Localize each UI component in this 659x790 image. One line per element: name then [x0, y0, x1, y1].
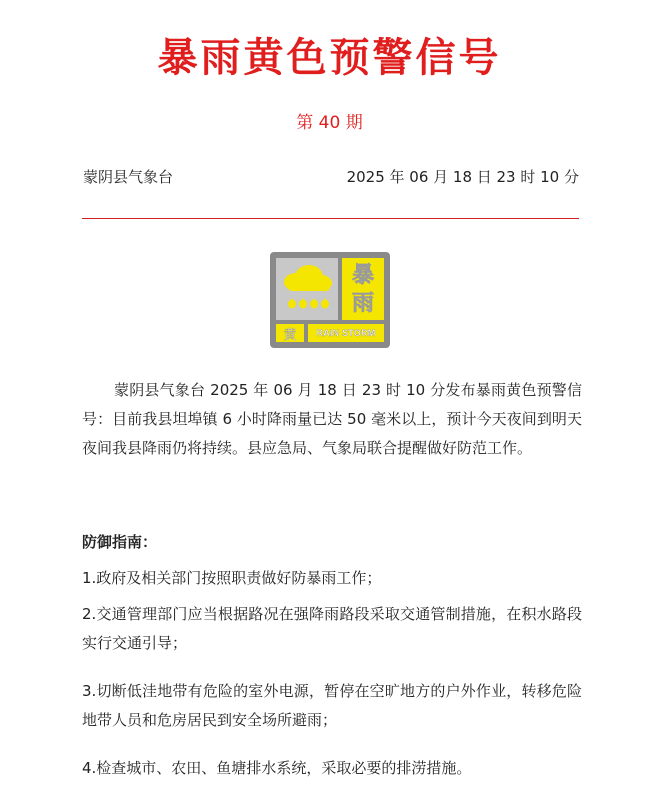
guide-heading: 防御指南：: [82, 533, 158, 551]
guide-item: 4.检查城市、农田、鱼塘排水系统，采取必要的排涝措施。: [82, 759, 472, 777]
signal-chars: [342, 258, 384, 320]
rain-cloud-icon: [276, 258, 338, 320]
red-divider: [82, 218, 579, 219]
guide-item: 3.切断低洼地带有危险的室外电源，暂停在空旷地方的户外作业，转移危险地带人员和危房居民到安全场所避雨；: [82, 682, 582, 729]
issue-datetime: 2025 年 06 月 18 日 23 时 10 分: [346, 168, 579, 186]
issue-number: 第 40 期: [296, 113, 363, 133]
rainstorm-yellow-signal-icon: [270, 252, 390, 348]
signal-char-top: 暴: [351, 262, 374, 288]
guide-item: 1.政府及相关部门按照职责做好防暴雨工作；: [82, 569, 382, 587]
guide-item: 2.交通管理部门应当根据路况在强降雨路段采取交通管制措施，在积水路段实行交通引导；: [82, 605, 582, 652]
signal-level: 黄: [276, 324, 304, 342]
signal-char-bottom: 雨: [351, 290, 374, 316]
warning-paragraph: 蒙阴县气象台 2025 年 06 月 18 日 23 时 10 分发布暴雨黄色预警信号：目前我县坦埠镇 6 小时降雨量已达 50 毫米以上，预计今天夜间到明天夜间我县降雨仍将持续。县应急局、气象局联合提醒做好防范工作。: [82, 381, 582, 457]
document-title: 暴雨黄色预警信号: [157, 34, 502, 81]
signal-english-label: RAIN STORM: [308, 324, 384, 342]
issuer-name: 蒙阴县气象台: [83, 168, 174, 186]
